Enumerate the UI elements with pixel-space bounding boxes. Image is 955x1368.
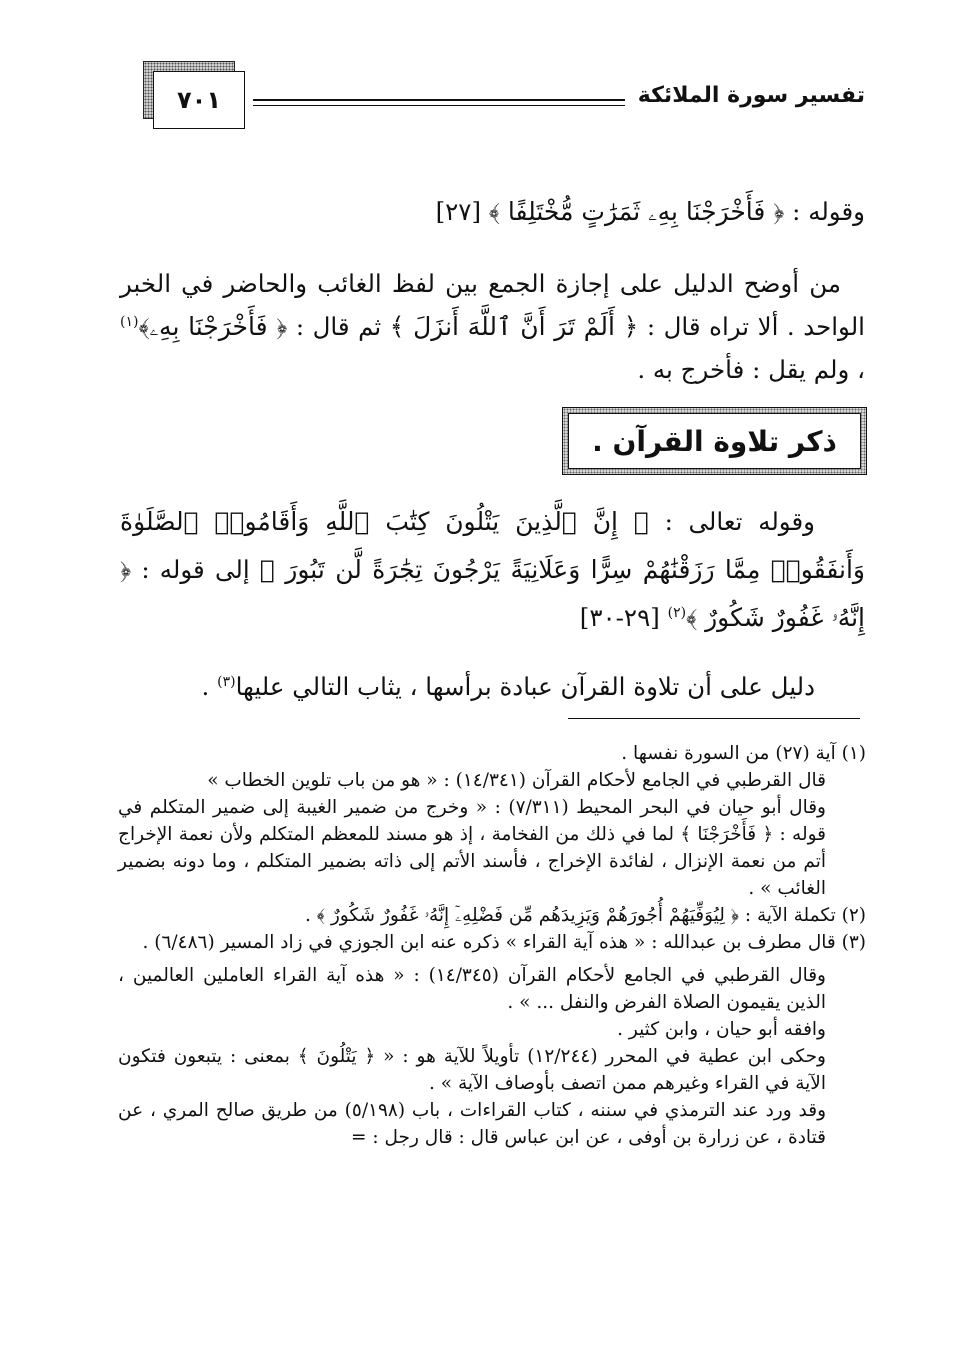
page-number-box <box>143 61 245 127</box>
header-rule <box>253 99 625 106</box>
quran-verse: ﴿ إِنَّ ٱلَّذِينَ يَتْلُونَ كِتَٰبَ ٱللَّهِ وَأَقَامُوا۟ ٱلصَّلَوٰةَ وَأَنفَقُوا۟ مِمَّا رَزَقْنَٰهُمْ سِرًّا وَعَلَانِيَةً يَرْجُونَ تِجَٰرَةً لَّن تَبُورَ ﴾ <box>120 507 865 584</box>
para2-lead: وقوله تعالى : <box>664 507 815 536</box>
page-header <box>135 55 865 135</box>
section-heading-box <box>562 407 867 475</box>
para3-end: . <box>201 672 218 701</box>
footnote-1: (١) آية (٢٧) من السورة نفسها . <box>621 743 866 764</box>
quran-quote: ﴿ أَلَمْ تَرَ أَنَّ ٱللَّهَ أَنزَلَ ﴾ <box>389 312 639 341</box>
running-title: تفسير سورة الملائكة <box>637 83 865 108</box>
quran-verse: ﴿ فَأَخْرَجْنَا بِهِۦ ثَمَرَٰتٍ مُّخْتَلِفًا ﴾ <box>488 197 785 226</box>
section-heading-frame <box>562 407 867 475</box>
footnote-marker: (٢) <box>667 604 687 621</box>
footnote-3-agreement: وافقه أبو حيان ، وابن كثير . <box>617 1019 826 1040</box>
footnote-3-qurtubi: وقال القرطبي في الجامع لأحكام القرآن (١٤/٣٤٥) : « هذه آية القراء العاملين العالمين ، الذين يقيمون الصلاة الفرض والنفل ... » . <box>118 965 826 1013</box>
footnote-marker: (٣) <box>217 673 236 690</box>
section-heading: ذكر تلاوة القرآن . <box>568 413 861 469</box>
footnote-1-abu-hayyan: وقال أبو حيان في البحر المحيط (٧/٣١١) : « وخرج من ضمير الغيبة إلى ضمير المتكلم في قوله : ﴿ فَأَخْرَجْنَا ﴾ لما في ذلك من الفخامة ، إذ هو مسند للمعظم المتكلم ولأن نعمة الإخراج أتم من نعمة الإنزال ، لفائدة الإخراج ، فأسند الأتم إلى ذاته بضمير المتكلم ، وما دونه بضمير الغائب » . <box>118 797 826 899</box>
verse-reference: [٢٧] <box>435 197 482 226</box>
footnote-3: (٣) قال مطرف بن عبدالله : « هذه آية القراء » ذكره عنه ابن الجوزي في زاد المسير (٦/٤٨٦) . <box>142 932 866 953</box>
verse-reference: [٢٩-٣٠] <box>579 603 660 632</box>
page-number: ٧٠١ <box>153 71 245 129</box>
para3-text: دليل على أن تلاوة القرآن عبادة برأسها ، يثاب التالي عليها <box>235 672 815 701</box>
footnotes <box>118 740 866 1151</box>
footnote-3-tirmidhi: وقد ورد عند الترمذي في سننه ، كتاب القراءات ، باب (٥/١٩٨) من طريق صالح المري ، عن قتادة ، عن زرارة بن أوفى ، عن ابن عباس قال : قال رجل : = <box>118 1100 826 1148</box>
verse-paragraph <box>120 498 865 642</box>
commentary-paragraph-1 <box>120 262 865 391</box>
para1-text-2: ثم قال : <box>295 312 382 341</box>
footnote-1-qurtubi: قال القرطبي في الجامع لأحكام القرآن (١٤/٣٤١) : « هو من باب تلوين الخطاب » <box>207 770 826 791</box>
footnote-3-ibn-atiyya: وحكى ابن عطية في المحرر (١٢/٢٤٤) تأويلاً للآية هو : « ﴿ يَتْلُونَ ﴾ بمعنى : يتبعون فتكون الآية في القراء وغيرهم ممن اتصف بأوصاف الآية » . <box>118 1046 826 1094</box>
para2-text: إلى قوله : <box>141 555 250 584</box>
quran-verse: ﴿ إِنَّهُۥ غَفُورٌ شَكُورٌ ﴾ <box>120 555 865 632</box>
commentary-paragraph-2 <box>120 665 865 708</box>
footnote-marker: (١) <box>120 313 139 330</box>
quran-quote: ﴿ فَأَخْرَجْنَا بِهِۦ﴾ <box>138 312 288 341</box>
intro-line <box>120 190 865 233</box>
footnote-separator <box>568 718 860 719</box>
para1-text-3: ، ولم يقل : فأخرج به . <box>637 355 865 384</box>
footnote-2: (٢) تكملة الآية : ﴿ لِيُوَفِّيَهُمْ أُجُورَهُمْ وَيَزِيدَهُم مِّن فَضْلِهِۦٓ إِنَّهُۥ غَفُورٌ شَكُورٌ ﴾ . <box>305 905 866 926</box>
intro-lead: وقوله : <box>792 197 865 226</box>
para1-text: من أوضح الدليل على إجازة الجمع بين لفظ الغائب والحاضر في الخبر الواحد . ألا تراه قال : <box>120 269 865 341</box>
